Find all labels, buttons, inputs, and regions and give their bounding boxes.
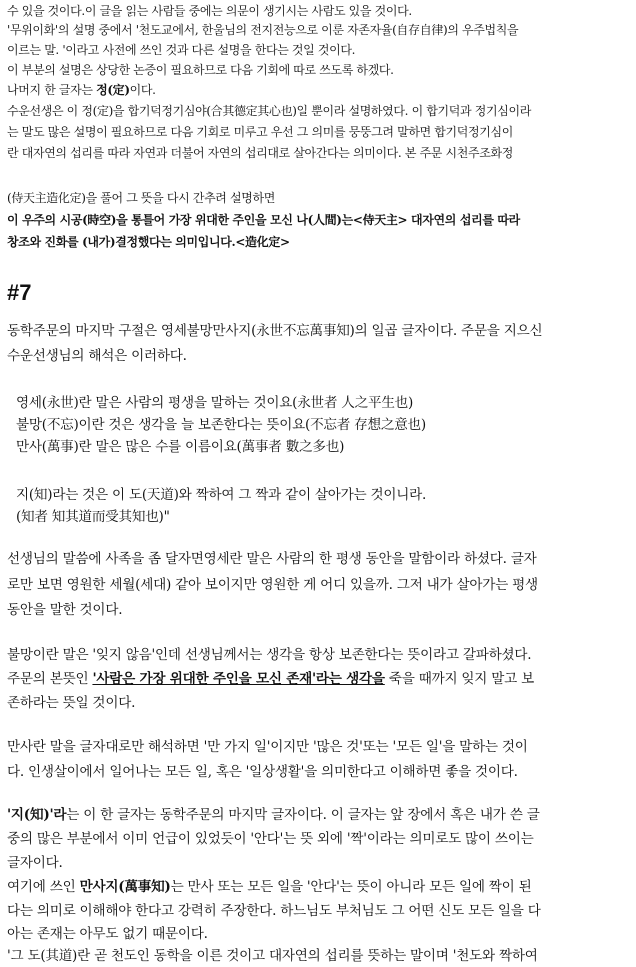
- text-line: 이르는 말. '이라고 사전에 쓰인 것과 다른 설명을 한다는 것일 것이다.: [7, 43, 356, 57]
- text-line: 란 대자연의 섭리를 따라 자연과 더불어 자연의 섭리대로 살아간다는 의미이다. 본 주문 시천주조화정: [7, 146, 513, 160]
- text-line: 수운선생님의 해석은 이러하다.: [7, 348, 187, 364]
- text-line: '그 도(其道)란 곧 천도인 동학을 이른 것이고 대자연의 섭리를 뜻하는 말이며 '천도와 짝하여: [7, 948, 538, 964]
- text-line: [7, 876, 631, 898]
- quote-line: (知者 知其道而受其知也)": [16, 509, 170, 525]
- text-run: 죽을 때까지 잊지 말고 보: [384, 671, 534, 687]
- text-line: 선생님의 말씀에 사족을 좀 달자면영세란 말은 사람의 한 평생 동안을 말함이라 하셨다. 글자: [7, 551, 537, 567]
- bold-text-line: 이 우주의 시공(時空)을 통틀어 가장 위대한 주인을 모신 나(人間)는<侍天主> 대자연의 섭리를 따라: [7, 213, 520, 227]
- text-line: 동학주문의 마지막 구절은 영세불망만사지(永世不忘萬事知)의 일곱 글자이다. 주문을 지으신: [7, 323, 543, 339]
- quote-line: 불망(不忘)이란 것은 생각을 늘 보존한다는 뜻이요(不忘者 存想之意也): [16, 417, 426, 433]
- text-line: 수운선생은 이 정(定)을 합기덕정기심야(合其德定其心也)일 뿐이라 설명하였다. 이 합기덕과 정기심이라: [7, 104, 531, 118]
- text-line: [7, 804, 631, 826]
- text-line: 로만 보면 영원한 세월(세대) 같아 보이지만 영원한 게 어디 있을까. 그저 내가 살아가는 평생: [7, 577, 538, 593]
- text-run: 나머지 한 글자는: [7, 83, 97, 97]
- text-run: 는 만사 또는 모든 일을 '안다'는 뜻이 아니라 모든 일에 짝이 된: [170, 879, 532, 895]
- quote-line: 영세(永世)란 말은 사람의 평생을 말하는 것이요(永世者 人之平生也): [16, 395, 414, 411]
- text-line: 수 있을 것이다.이 글을 읽는 사람들 중에는 의문이 생기시는 사람도 있을 것이다.: [7, 4, 412, 18]
- text-line: 이 부분의 설명은 상당한 논증이 필요하므로 다음 기회에 따로 쓰도록 하겠다.: [7, 63, 394, 77]
- text-line: 존하라는 뜻일 것이다.: [7, 695, 136, 711]
- text-line: 불망이란 말은 '잊지 않음'인데 선생님께서는 생각을 항상 보존한다는 뜻이라고 갈파하셨다.: [7, 647, 532, 663]
- text-line: [7, 668, 631, 690]
- text-line: 중의 많은 부분에서 이미 언급이 있었듯이 '안다'는 뜻 외에 '짝'이라는 의미로도 많이 쓰이는: [7, 831, 534, 847]
- bold-text-line: 창조와 진화를 (내가)결정했다는 의미입니다.<造化定>: [7, 235, 290, 249]
- text-line: 글자이다.: [7, 855, 63, 871]
- text-run: 이다.: [129, 83, 156, 97]
- text-line: 는 말도 많은 설명이 필요하므로 다음 기회로 미루고 우선 그 의미를 뭉뚱그려 말하면 합기덕정기심이: [7, 125, 513, 139]
- text-run: 는 이 한 글자는 동학주문의 마지막 글자이다. 이 글자는 앞 장에서 혹은 내가 쓴 글: [66, 807, 540, 823]
- text-line: 다. 인생살이에서 일어나는 모든 일, 혹은 '일상생활'을 의미한다고 이해하면 좋을 것이다.: [7, 764, 518, 780]
- text-line: 만사란 말을 글자대로만 해석하면 '만 가지 일'이지만 '많은 것'또는 '모든 일'을 말하는 것이: [7, 739, 528, 755]
- underlined-bold-text: '사람은 가장 위대한 주인을 모신 존재'라는 생각을: [92, 671, 385, 687]
- text-run: 여기에 쓰인: [7, 879, 80, 895]
- bold-text: '지(知)'라: [7, 807, 67, 823]
- text-line: 동안을 말한 것이다.: [7, 602, 123, 618]
- text-line: 다는 의미로 이해해야 한다고 강력히 주장한다. 하느님도 부처님도 그 어떤 신도 모든 일을 다: [7, 903, 541, 919]
- quote-line: 지(知)라는 것은 이 도(天道)와 짝하여 그 짝과 같이 살아가는 것이니라.: [16, 487, 427, 503]
- text-line: [7, 81, 631, 99]
- text-run: 주문의 본뜻인: [7, 671, 93, 687]
- quote-line: 만사(萬事)란 말은 많은 수를 이름이요(萬事者 數之多也): [16, 439, 345, 455]
- section-heading: #7: [7, 280, 32, 305]
- bold-text: 만사지(萬事知): [79, 879, 171, 895]
- text-line: (侍天主造化定)을 풀어 그 뜻을 다시 간추려 설명하면: [7, 191, 275, 205]
- text-line: '무위이화'의 설명 중에서 '천도교에서, 한울님의 전지전능으로 이룬 자존자율(自存自律)의 우주법칙을: [7, 23, 519, 37]
- text-line: 아는 존재는 아무도 없기 때문이다.: [7, 926, 208, 942]
- bold-text: 정(定): [96, 83, 130, 97]
